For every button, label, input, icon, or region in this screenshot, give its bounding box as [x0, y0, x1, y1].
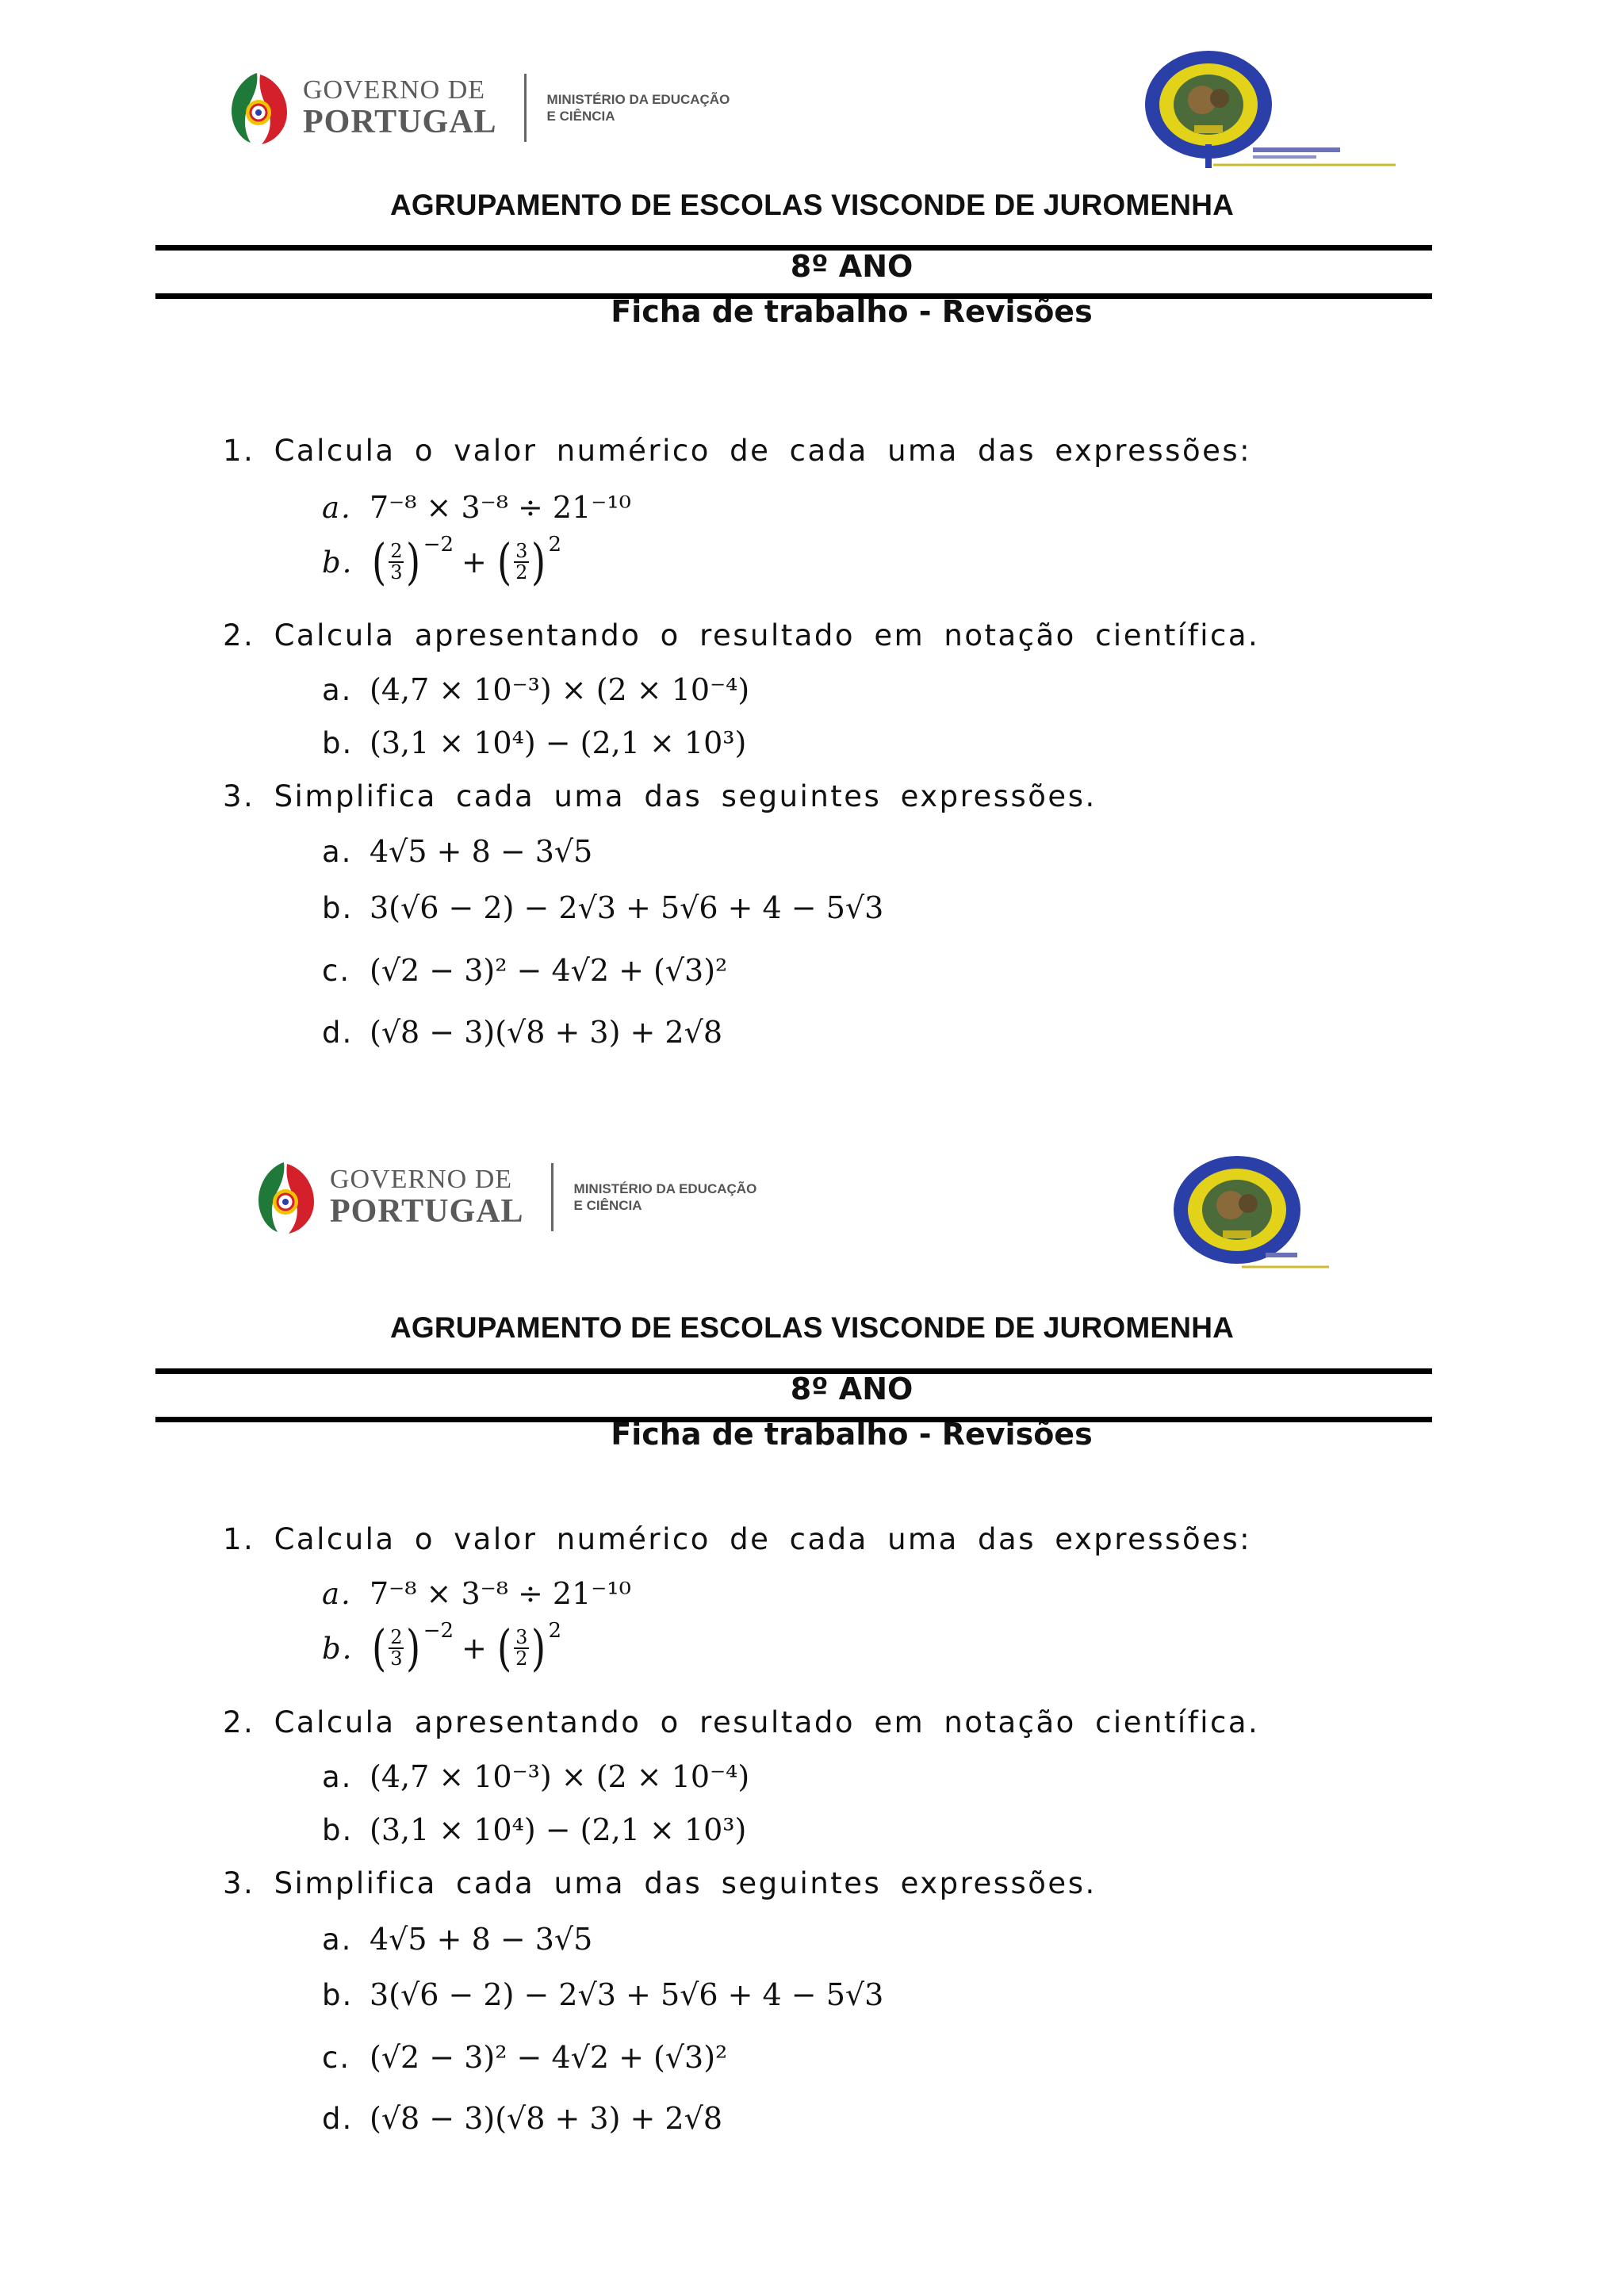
expression: 4√5 + 8 − 3√5 — [370, 834, 593, 869]
question-2: 2. Calcula apresentando o resultado em notação científica. — [223, 618, 1260, 652]
question-2b — [322, 725, 746, 760]
logo-separator — [524, 74, 527, 142]
item-label: a. — [322, 1923, 353, 1957]
portugal-flag-emblem-icon — [227, 70, 290, 146]
question-3b — [322, 1977, 883, 2012]
question-3a — [322, 834, 592, 869]
gov-line2: PORTUGAL — [330, 1193, 524, 1230]
exponent: −2 — [423, 1619, 454, 1643]
fraction-denominator: 2 — [515, 561, 528, 584]
expression: (√8 − 3)(√8 + 3) + 2√8 — [370, 1015, 722, 1050]
item-label: b. — [322, 726, 354, 760]
item-label: b. — [322, 1631, 354, 1666]
school-seal-icon — [1170, 1154, 1329, 1273]
item-label: d. — [322, 1016, 354, 1050]
expression: 3(√6 − 2) − 2√3 + 5√6 + 4 − 5√3 — [370, 890, 884, 925]
item-label: b. — [322, 1813, 354, 1847]
expression: (√2 − 3)² − 4√2 + (√3)² — [370, 953, 728, 988]
question-1a — [322, 1576, 631, 1611]
expression: 7⁻⁸ × 3⁻⁸ ÷ 21⁻¹⁰ — [370, 490, 631, 525]
logo-separator — [551, 1163, 553, 1231]
question-1a — [322, 490, 631, 525]
exponent: 2 — [548, 533, 562, 557]
question-3d — [322, 1015, 722, 1050]
ministry-line1: MINISTÉRIO DA EDUCAÇÃO — [573, 1181, 757, 1196]
fraction-numerator: 2 — [390, 539, 403, 562]
question-3: 3. Simplifica cada uma das seguintes expressões. — [223, 779, 1097, 813]
question-2b — [322, 1812, 746, 1847]
worksheet-copy-1 — [0, 0, 1624, 1110]
school-seal-icon — [1142, 49, 1396, 174]
expression: (3,1 × 10⁴) − (2,1 × 10³) — [370, 725, 747, 760]
question-2a — [322, 672, 749, 707]
item-label: a. — [322, 673, 353, 707]
gov-line2: PORTUGAL — [303, 104, 497, 140]
fraction-denominator: 3 — [390, 561, 403, 584]
item-label: a. — [322, 835, 353, 869]
operator: + — [462, 545, 487, 580]
question-3c — [322, 953, 727, 988]
item-label: b. — [322, 1978, 354, 2012]
expression: (4,7 × 10⁻³) × (2 × 10⁻⁴) — [370, 1759, 750, 1794]
item-label: c. — [322, 954, 351, 988]
question-2a — [322, 1759, 749, 1794]
fraction-denominator: 2 — [515, 1647, 528, 1670]
fraction-numerator: 2 — [390, 1625, 403, 1648]
question-3a — [322, 1922, 592, 1957]
question-1: 1. Calcula o valor numérico de cada uma das expressões: — [223, 1522, 1252, 1556]
fraction-numerator: 3 — [515, 539, 528, 562]
question-3: 3. Simplifica cada uma das seguintes expressões. — [223, 1866, 1097, 1900]
expression: (√2 − 3)² − 4√2 + (√3)² — [370, 2040, 728, 2075]
school-year: 8º ANO — [790, 1372, 914, 1406]
expression: ( $\frac{2}{3}$ ) −2 + ( $\frac{3}{2}$ ) 2 — [372, 1619, 562, 1677]
item-label: a. — [322, 491, 352, 525]
question-1b — [322, 1619, 562, 1677]
gov-line1: GOVERNO DE — [330, 1165, 513, 1194]
governo-de-portugal-logo — [254, 1159, 756, 1235]
fraction-numerator: 3 — [515, 1625, 528, 1648]
gov-line1: GOVERNO DE — [303, 75, 486, 105]
ministry-line2: E CIÊNCIA — [573, 1198, 642, 1213]
ministry-line2: E CIÊNCIA — [546, 109, 615, 124]
question-1b — [322, 533, 562, 591]
fraction-denominator: 3 — [390, 1647, 403, 1670]
item-label: c. — [322, 2041, 351, 2075]
school-name: AGRUPAMENTO DE ESCOLAS VISCONDE DE JUROMENHA — [389, 189, 1235, 221]
question-3b — [322, 890, 883, 925]
ministry-line1: MINISTÉRIO DA EDUCAÇÃO — [546, 91, 730, 107]
worksheet-title: Ficha de trabalho - Revisões — [611, 294, 1093, 329]
expression: (4,7 × 10⁻³) × (2 × 10⁻⁴) — [370, 672, 750, 707]
question-1: 1. Calcula o valor numérico de cada uma das expressões: — [223, 434, 1252, 468]
item-label: a. — [322, 1760, 353, 1794]
item-label: a. — [322, 1577, 352, 1611]
question-3d — [322, 2101, 722, 2136]
item-label: b. — [322, 891, 354, 925]
school-year: 8º ANO — [790, 249, 914, 284]
question-2: 2. Calcula apresentando o resultado em notação científica. — [223, 1705, 1260, 1739]
governo-de-portugal-logo — [227, 70, 730, 146]
expression: 4√5 + 8 − 3√5 — [370, 1922, 593, 1957]
question-3c — [322, 2040, 727, 2075]
operator: + — [462, 1631, 487, 1666]
worksheet-copy-2 — [0, 1089, 1624, 2199]
expression: ( $\frac{2}{3}$ ) −2 + ( $\frac{3}{2}$ ) 2 — [372, 533, 562, 591]
exponent: −2 — [423, 533, 454, 557]
expression: (√8 − 3)(√8 + 3) + 2√8 — [370, 2101, 722, 2136]
exponent: 2 — [548, 1619, 562, 1643]
expression: (3,1 × 10⁴) − (2,1 × 10³) — [370, 1812, 747, 1847]
worksheet-title: Ficha de trabalho - Revisões — [611, 1417, 1093, 1452]
portugal-flag-emblem-icon — [254, 1159, 317, 1235]
school-name: AGRUPAMENTO DE ESCOLAS VISCONDE DE JUROMENHA — [389, 1311, 1235, 1344]
expression: 7⁻⁸ × 3⁻⁸ ÷ 21⁻¹⁰ — [370, 1576, 631, 1611]
item-label: d. — [322, 2102, 354, 2136]
expression: 3(√6 − 2) − 2√3 + 5√6 + 4 − 5√3 — [370, 1977, 884, 2012]
item-label: b. — [322, 545, 354, 580]
